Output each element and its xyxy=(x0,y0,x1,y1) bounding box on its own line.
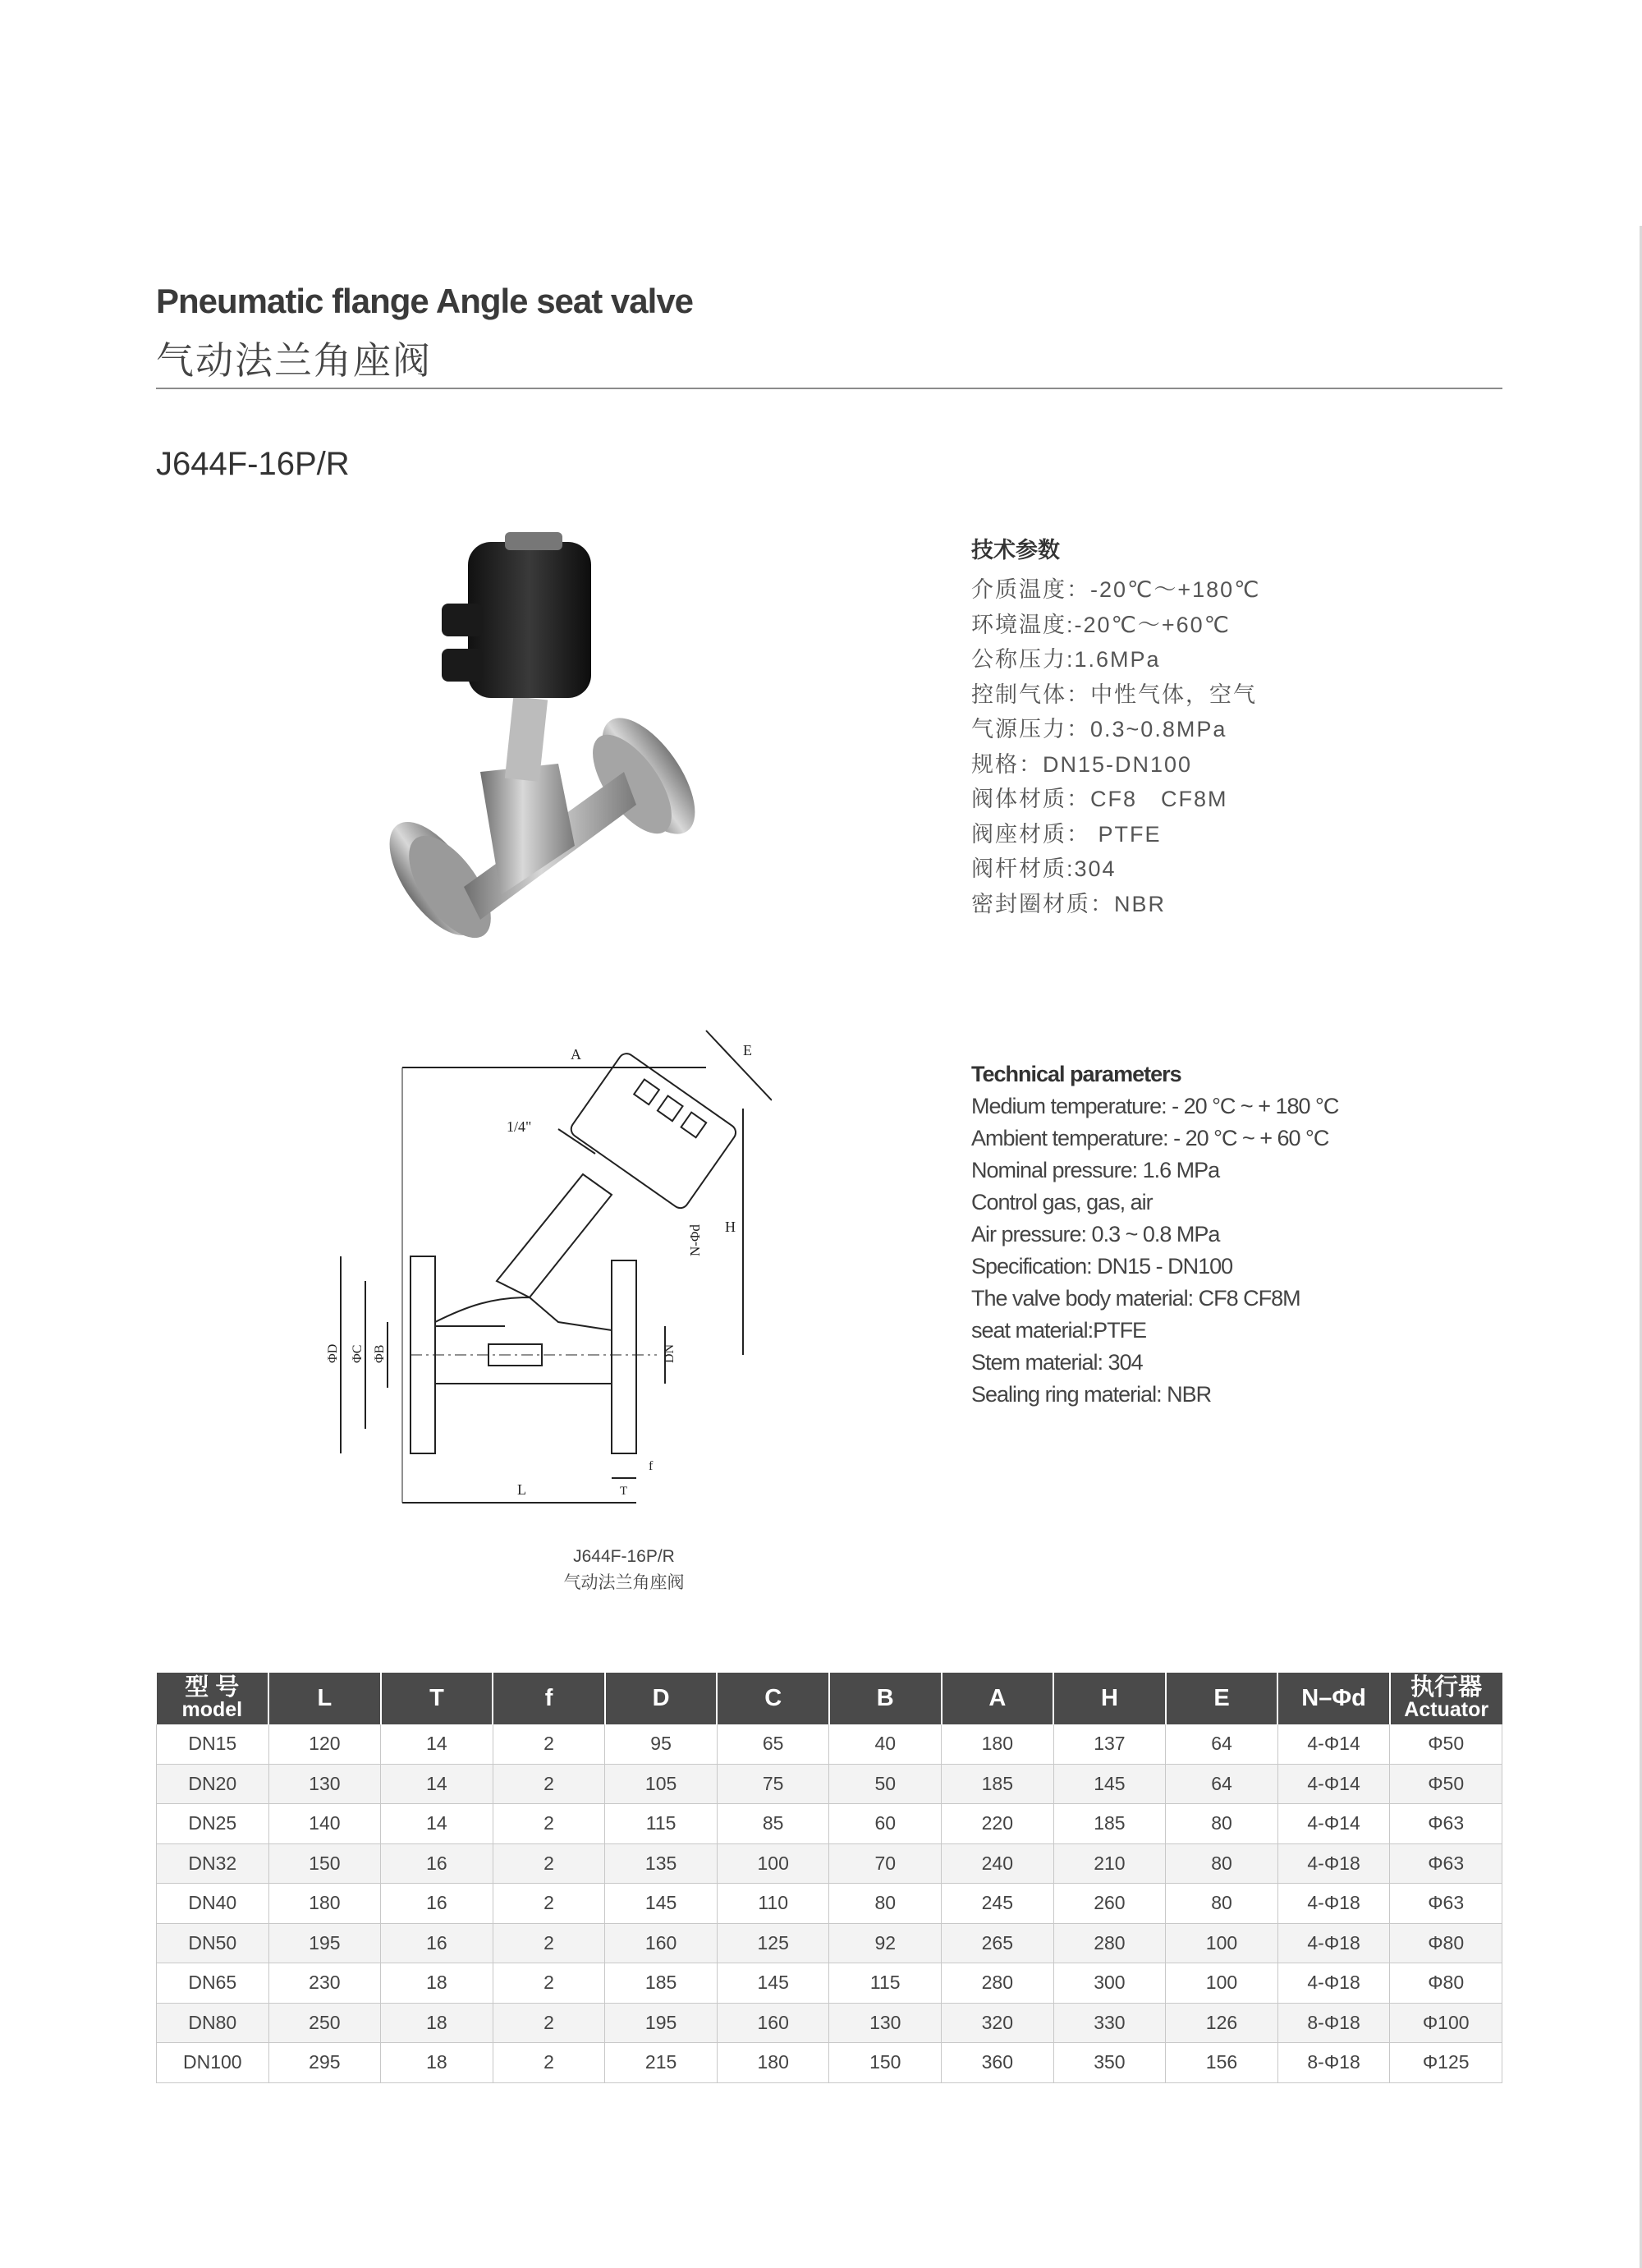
en-param-line: Nominal pressure: 1.6 MPa xyxy=(971,1158,1220,1182)
table-row xyxy=(157,1923,1502,1963)
table-cell: 195 xyxy=(605,2003,718,2043)
valve-product-photo xyxy=(386,526,698,985)
table-cell: 95 xyxy=(605,1724,718,1764)
table-cell: 65 xyxy=(717,1724,829,1764)
table-cell: 2 xyxy=(493,1804,605,1844)
table-cell: 80 xyxy=(829,1884,942,1924)
table-cell: 100 xyxy=(717,1843,829,1884)
model-code: J644F-16P/R xyxy=(156,446,350,482)
table-cell: 156 xyxy=(1166,2043,1278,2083)
table-cell: 100 xyxy=(1166,1923,1278,1963)
table-cell: 14 xyxy=(381,1724,493,1764)
table-cell: Φ125 xyxy=(1390,2043,1502,2083)
drawing-body xyxy=(435,1297,612,1384)
table-cell: 4-Φ18 xyxy=(1277,1923,1390,1963)
table-cell: 145 xyxy=(717,1963,829,2004)
table-cell: 64 xyxy=(1166,1724,1278,1764)
table-cell: 180 xyxy=(268,1884,381,1924)
table-cell: 195 xyxy=(268,1923,381,1963)
table-cell: 137 xyxy=(1053,1724,1166,1764)
table-row xyxy=(157,2003,1502,2043)
table-cell: 8-Φ18 xyxy=(1277,2003,1390,2043)
table-cell: 185 xyxy=(1053,1804,1166,1844)
header-actuator xyxy=(1390,1673,1502,1724)
table-cell: 185 xyxy=(605,1963,718,2004)
table-cell: 85 xyxy=(717,1804,829,1844)
table-cell: 115 xyxy=(605,1804,718,1844)
cn-param-line: 规格：DN15-DN100 xyxy=(971,751,1193,777)
cn-params-heading: 技术参数 xyxy=(971,538,1060,562)
table-cell: 4-Φ14 xyxy=(1277,1764,1390,1804)
cn-param-line: 阀体材质：CF8 CF8M xyxy=(971,787,1228,811)
table-cell: DN15 xyxy=(157,1724,269,1764)
table-cell: 2 xyxy=(493,1884,605,1924)
label-c: ΦC xyxy=(351,1344,365,1363)
table-row xyxy=(157,1804,1502,1844)
table-cell: 4-Φ18 xyxy=(1277,1884,1390,1924)
label-nd: N-Φd xyxy=(687,1224,703,1256)
table-cell: 80 xyxy=(1166,1843,1278,1884)
header-model xyxy=(157,1673,269,1724)
cn-param-line: 控制气体：中性气体，空气 xyxy=(971,682,1257,707)
table-cell: 120 xyxy=(268,1724,381,1764)
table-cell: 2 xyxy=(493,1724,605,1764)
table-cell: 160 xyxy=(605,1923,718,1963)
table-cell: Φ63 xyxy=(1390,1843,1502,1884)
table-cell: 40 xyxy=(829,1724,942,1764)
table-cell: DN25 xyxy=(157,1804,269,1844)
table-cell: 16 xyxy=(381,1884,493,1924)
cn-param-line: 介质温度：-20℃～+180℃ xyxy=(971,577,1261,602)
table-cell: 280 xyxy=(1053,1923,1166,1963)
header-t: T xyxy=(381,1673,493,1724)
table-cell: 60 xyxy=(829,1804,942,1844)
drawing-right-flange xyxy=(612,1260,636,1453)
drawing-actuator xyxy=(568,1050,739,1211)
table-cell: 160 xyxy=(717,2003,829,2043)
dim-line-e xyxy=(706,1031,772,1100)
en-param-line: Specification: DN15 - DN100 xyxy=(971,1254,1233,1279)
table-cell: 18 xyxy=(381,2003,493,2043)
table-cell: 14 xyxy=(381,1804,493,1844)
table-cell: DN50 xyxy=(157,1923,269,1963)
table-cell: DN20 xyxy=(157,1764,269,1804)
drawing-stem xyxy=(497,1174,612,1297)
table-cell: 110 xyxy=(717,1884,829,1924)
table-cell: 135 xyxy=(605,1843,718,1884)
label-t: T xyxy=(620,1485,628,1498)
header-model-cn: 型 号 xyxy=(185,1673,240,1701)
table-cell: 4-Φ18 xyxy=(1277,1843,1390,1884)
cn-param-line: 阀座材质： PTFE xyxy=(971,821,1162,847)
label-port: 1/4" xyxy=(507,1118,532,1135)
header-actuator-en: Actuator xyxy=(1404,1697,1489,1721)
label-d: ΦD xyxy=(326,1343,340,1363)
table-cell: 130 xyxy=(829,2003,942,2043)
dimension-drawing xyxy=(312,1010,772,1519)
table-cell: 125 xyxy=(717,1923,829,1963)
header-h: H xyxy=(1053,1673,1166,1724)
table-row xyxy=(157,1724,1502,1764)
table-cell: 80 xyxy=(1166,1884,1278,1924)
table-cell: 250 xyxy=(268,2003,381,2043)
cn-param-line: 阀杆材质:304 xyxy=(971,856,1117,881)
table-cell: 330 xyxy=(1053,2003,1166,2043)
label-dn: DN xyxy=(663,1343,677,1363)
table-cell: Φ63 xyxy=(1390,1884,1502,1924)
header-actuator-cn: 执行器 xyxy=(1410,1673,1483,1701)
table-cell: 320 xyxy=(942,2003,1054,2043)
chinese-parameters xyxy=(971,532,1260,921)
en-param-line: The valve body material: CF8 CF8M xyxy=(971,1286,1300,1311)
table-cell: 150 xyxy=(829,2043,942,2083)
en-param-line: Medium temperature: - 20 °C ~ + 180 °C xyxy=(971,1094,1339,1118)
table-body xyxy=(157,1724,1502,2082)
table-cell: 210 xyxy=(1053,1843,1166,1884)
table-cell: 4-Φ14 xyxy=(1277,1804,1390,1844)
en-param-line: Air pressure: 0.3 ~ 0.8 MPa xyxy=(971,1222,1220,1246)
table-cell: 18 xyxy=(381,1963,493,2004)
table-cell: 16 xyxy=(381,1843,493,1884)
table-cell: Φ100 xyxy=(1390,2003,1502,2043)
table-row xyxy=(157,1963,1502,2004)
label-l: L xyxy=(517,1481,526,1498)
header-e: E xyxy=(1166,1673,1278,1724)
table-cell: 2 xyxy=(493,2043,605,2083)
label-h: H xyxy=(725,1219,736,1235)
table-cell: Φ80 xyxy=(1390,1923,1502,1963)
table-cell: 295 xyxy=(268,2043,381,2083)
table-cell: 350 xyxy=(1053,2043,1166,2083)
table-cell: 92 xyxy=(829,1923,942,1963)
table-cell: DN32 xyxy=(157,1843,269,1884)
table-cell: Φ80 xyxy=(1390,1963,1502,2004)
header-f: f xyxy=(493,1673,605,1724)
header-d: D xyxy=(605,1673,718,1724)
label-e: E xyxy=(743,1042,752,1058)
label-f: f xyxy=(649,1459,654,1473)
table-cell: 220 xyxy=(942,1804,1054,1844)
table-cell: 145 xyxy=(1053,1764,1166,1804)
table-cell: 140 xyxy=(268,1804,381,1844)
table-cell: 8-Φ18 xyxy=(1277,2043,1390,2083)
table-cell: 75 xyxy=(717,1764,829,1804)
title-chinese: 气动法兰角座阀 xyxy=(156,339,432,382)
en-param-line: Control gas, gas, air xyxy=(971,1190,1153,1214)
table-cell: 180 xyxy=(717,2043,829,2083)
table-cell: Φ50 xyxy=(1390,1724,1502,1764)
dimension-table xyxy=(156,1673,1502,2083)
table-cell: 2 xyxy=(493,2003,605,2043)
table-cell: Φ50 xyxy=(1390,1764,1502,1804)
table-cell: 145 xyxy=(605,1884,718,1924)
cn-param-line: 气源压力：0.3~0.8MPa xyxy=(971,717,1227,741)
table-cell: DN65 xyxy=(157,1963,269,2004)
table-cell: DN100 xyxy=(157,2043,269,2083)
table-cell: DN80 xyxy=(157,2003,269,2043)
table-cell: 360 xyxy=(942,2043,1054,2083)
en-param-line: seat material:PTFE xyxy=(971,1318,1147,1343)
table-cell: 300 xyxy=(1053,1963,1166,2004)
table-cell: 2 xyxy=(493,1963,605,2004)
en-param-line: Ambient temperature: - 20 °C ~ + 60 °C xyxy=(971,1126,1329,1150)
header-nd: N–Φd xyxy=(1277,1673,1390,1724)
title-english: Pneumatic flange Angle seat valve xyxy=(156,282,694,320)
cn-param-line: 环境温度:-20℃～+60℃ xyxy=(971,612,1231,637)
cn-param-line: 公称压力:1.6MPa xyxy=(971,647,1161,672)
table-cell: 2 xyxy=(493,1923,605,1963)
table-cell: 105 xyxy=(605,1764,718,1804)
caption-model: J644F-16P/R xyxy=(573,1547,675,1566)
en-params-heading: Technical parameters xyxy=(971,1062,1181,1086)
table-cell: 14 xyxy=(381,1764,493,1804)
table-cell: 245 xyxy=(942,1884,1054,1924)
table-cell: Φ63 xyxy=(1390,1804,1502,1844)
table-cell: 115 xyxy=(829,1963,942,2004)
table-cell: 64 xyxy=(1166,1764,1278,1804)
table-cell: 215 xyxy=(605,2043,718,2083)
table-cell: 240 xyxy=(942,1843,1054,1884)
table-cell: 80 xyxy=(1166,1804,1278,1844)
table-cell: 260 xyxy=(1053,1884,1166,1924)
label-a: A xyxy=(571,1046,581,1063)
table-cell: 18 xyxy=(381,2043,493,2083)
table-row xyxy=(157,1884,1502,1924)
table-cell: 2 xyxy=(493,1843,605,1884)
table-cell: 100 xyxy=(1166,1963,1278,2004)
table-cell: 130 xyxy=(268,1764,381,1804)
en-param-line: Sealing ring material: NBR xyxy=(971,1382,1212,1407)
table-cell: 280 xyxy=(942,1963,1054,2004)
header-b: B xyxy=(829,1673,942,1724)
table-cell: 50 xyxy=(829,1764,942,1804)
table-cell: 4-Φ18 xyxy=(1277,1963,1390,2004)
table-cell: 2 xyxy=(493,1764,605,1804)
table-row xyxy=(157,1764,1502,1804)
table-cell: 230 xyxy=(268,1963,381,2004)
english-parameters xyxy=(971,1058,1338,1411)
actuator-head xyxy=(442,532,591,698)
caption-name: 气动法兰角座阀 xyxy=(563,1573,685,1592)
table-cell: 126 xyxy=(1166,2003,1278,2043)
en-param-line: Stem material: 304 xyxy=(971,1350,1143,1375)
table-cell: 180 xyxy=(942,1724,1054,1764)
header-c: C xyxy=(717,1673,829,1724)
table-cell: 150 xyxy=(268,1843,381,1884)
header-model-en: model xyxy=(181,1697,243,1721)
table-cell: 185 xyxy=(942,1764,1054,1804)
header-a: A xyxy=(942,1673,1054,1724)
table-cell: 70 xyxy=(829,1843,942,1884)
table-row xyxy=(157,1843,1502,1884)
cn-param-line: 密封圈材质：NBR xyxy=(971,891,1167,916)
label-b: ΦB xyxy=(373,1344,387,1363)
title-divider xyxy=(156,388,1502,389)
drawing-caption xyxy=(493,1544,755,1596)
port-leader xyxy=(558,1129,595,1154)
table-cell: 265 xyxy=(942,1923,1054,1963)
table-header-row xyxy=(157,1673,1502,1724)
table-cell: 16 xyxy=(381,1923,493,1963)
table-row xyxy=(157,2043,1502,2083)
header-l: L xyxy=(268,1673,381,1724)
table-cell: DN40 xyxy=(157,1884,269,1924)
table-cell: 4-Φ14 xyxy=(1277,1724,1390,1764)
